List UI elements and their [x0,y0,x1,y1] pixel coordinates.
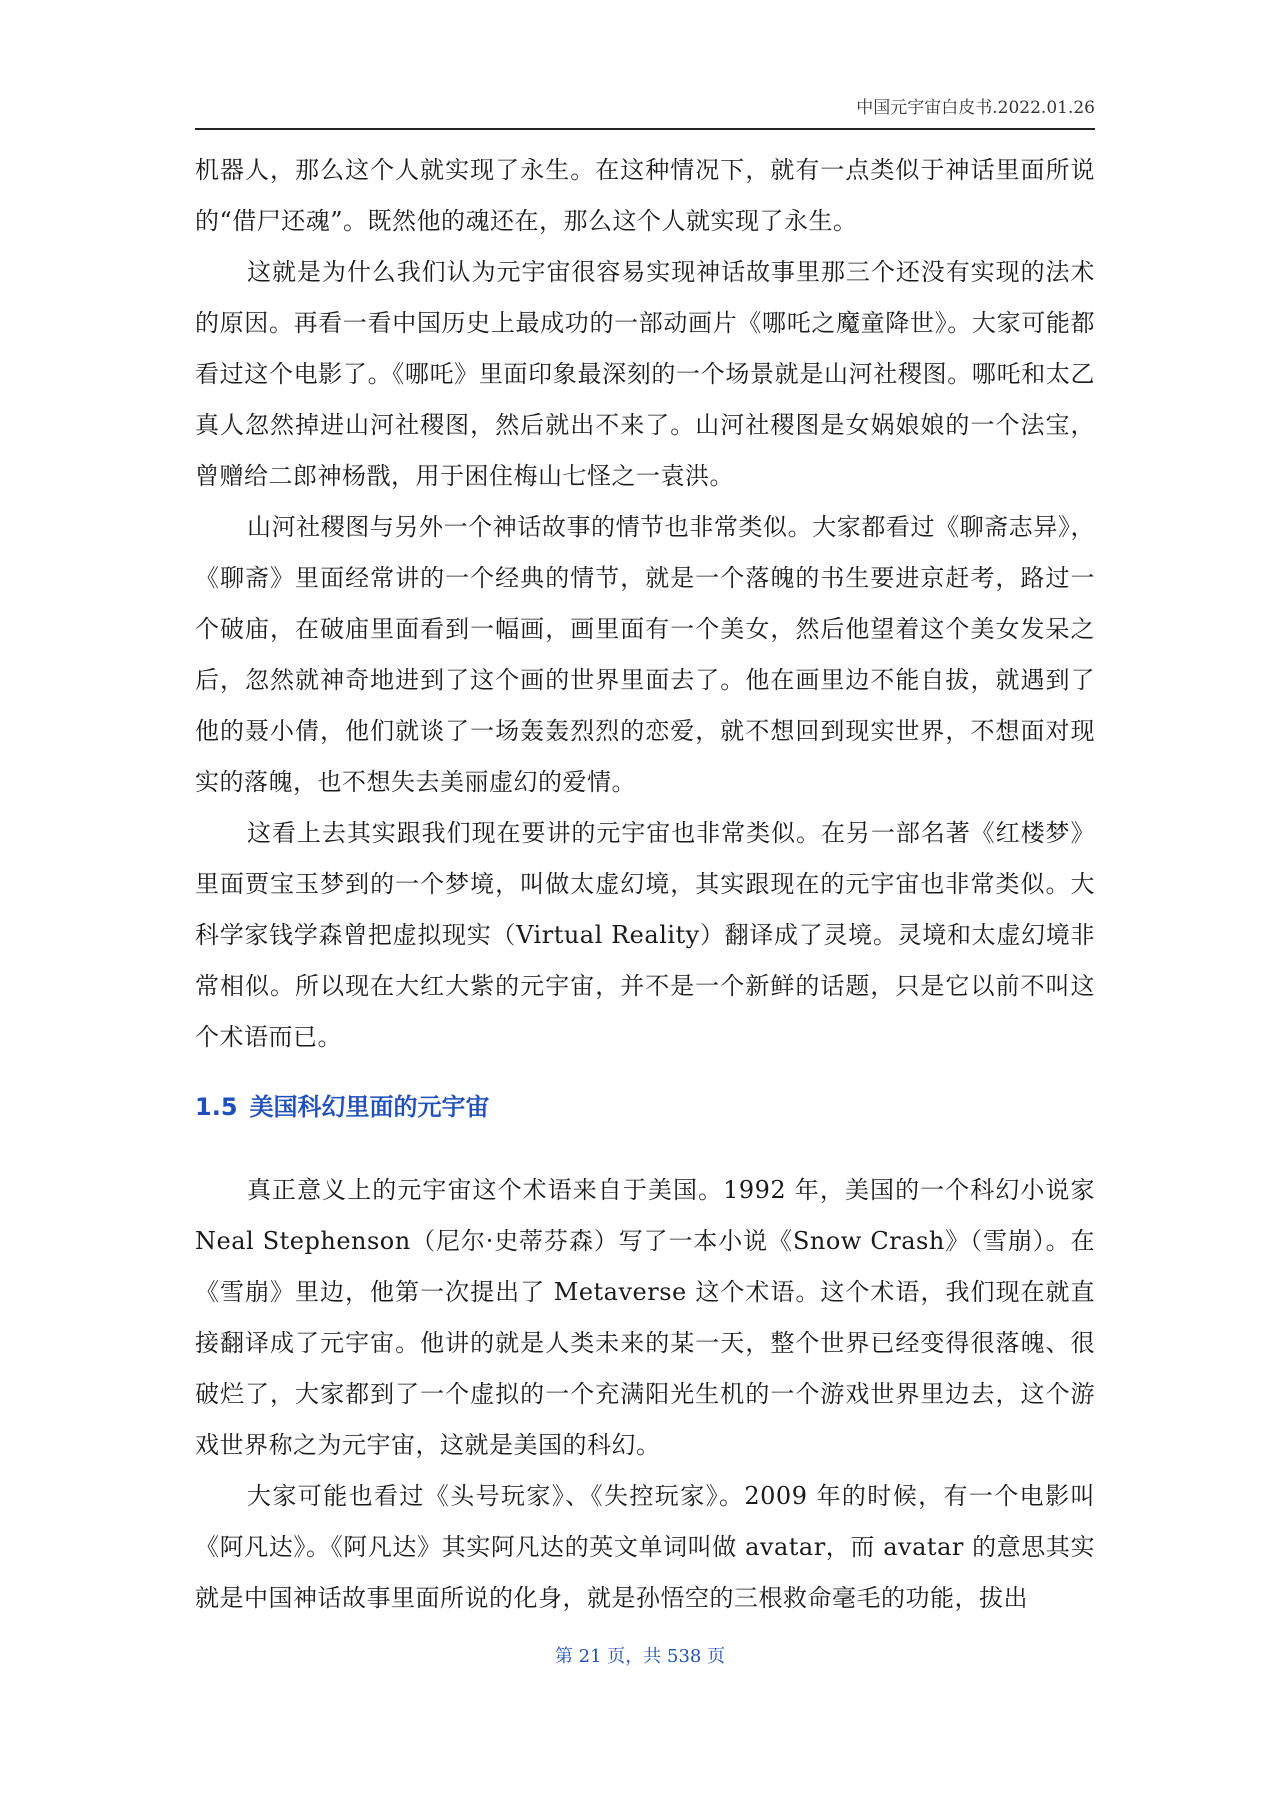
paragraph: 山河社稷图与另外一个神话故事的情节也非常类似。大家都看过《聊斋志异》，《聊斋》里面经常讲的一个经典的情节，就是一个落魄的书生要进京赶考，路过一个破庙，在破庙里面看到一幅画，画里面有一个美女，然后他望着这个美女发呆之后，忽然就神奇地进到了这个画的世界里面去了。他在画里边不能自拔，就遇到了他的聂小倩，他们就谈了一场轰轰烈烈的恋爱，就不想回到现实世界，不想面对现实的落魄，也不想失去美丽虚幻的爱情。 [195,513,1095,796]
running-header: 中国元宇宙白皮书.2022.01.26 [856,98,1095,118]
paragraph: 真正意义上的元宇宙这个术语来自于美国。1992 年，美国的一个科幻小说家 Neal Stephenson（尼尔·史蒂芬森）写了一本小说《Snow Crash》（雪崩）。在《雪崩》里边，他第一次提出了 Metaverse 这个术语。这个术语，我们现在就直接翻译成了元宇宙。他讲的就是人类未来的某一天，整个世界已经变得很落魄、很破烂了，大家都到了一个虚拟的一个充满阳光生机的一个游戏世界里边去，这个游戏世界称之为元宇宙，这就是美国的科幻。 [195,1176,1095,1459]
section-heading [195,1089,1095,1125]
body-text [195,145,1095,1624]
section-number: 1.5 [195,1093,238,1121]
paragraph: 这看上去其实跟我们现在要讲的元宇宙也非常类似。在另一部名著《红楼梦》里面贾宝玉梦到的一个梦境，叫做太虚幻境，其实跟现在的元宇宙也非常类似。大科学家钱学森曾把虚拟现实（Virtual Reality）翻译成了灵境。灵境和太虚幻境非常相似。所以现在大红大紫的元宇宙，并不是一个新鲜的话题，只是它以前不叫这个术语而已。 [195,819,1095,1051]
header-rule [195,128,1095,130]
paragraph: 这就是为什么我们认为元宇宙很容易实现神话故事里那三个还没有实现的法术的原因。再看一看中国历史上最成功的一部动画片《哪吒之魔童降世》。大家可能都看过这个电影了。《哪吒》里面印象最深刻的一个场景就是山河社稷图。哪吒和太乙真人忽然掉进山河社稷图，然后就出不来了。山河社稷图是女娲娘娘的一个法宝，曾赠给二郎神杨戬，用于困住梅山七怪之一袁洪。 [195,258,1095,490]
paragraph: 机器人，那么这个人就实现了永生。在这种情况下，就有一点类似于神话里面所说的“借尸还魂”。既然他的魂还在，那么这个人就实现了永生。 [195,156,1095,235]
page-number-footer: 第 21 页，共 538 页 [554,1646,726,1667]
section-title: 美国科幻里面的元宇宙 [249,1093,490,1121]
paragraph: 大家可能也看过《头号玩家》、《失控玩家》。2009 年的时候，有一个电影叫《阿凡达》。《阿凡达》其实阿凡达的英文单词叫做 avatar，而 avatar 的意思其实就是中国神话故事里面所说的化身，就是孙悟空的三根救命毫毛的功能，拔出 [195,1482,1095,1612]
